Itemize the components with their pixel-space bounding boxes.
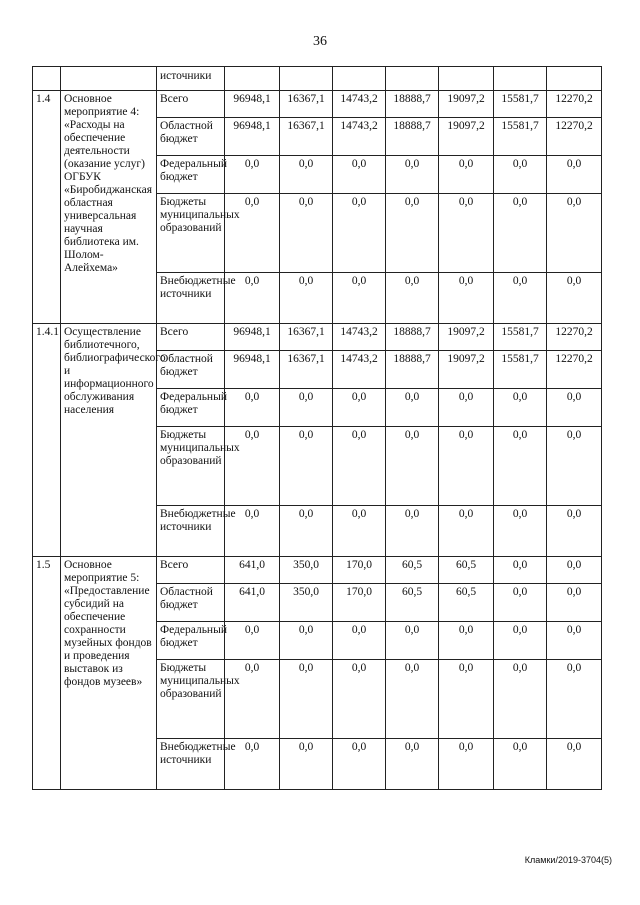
value-cell: 0,0 (225, 156, 280, 194)
value-cell: 0,0 (386, 506, 439, 557)
value-cell: 0,0 (280, 156, 333, 194)
value-cell: 14743,2 (333, 324, 386, 351)
value-cell: 0,0 (386, 660, 439, 739)
funding-source: Областной бюджет (157, 584, 225, 622)
value-cell (547, 67, 602, 91)
section-code: 1.5 (33, 557, 61, 790)
value-cell: 0,0 (439, 739, 494, 790)
value-cell: 60,5 (439, 584, 494, 622)
value-cell: 0,0 (439, 506, 494, 557)
value-cell: 14743,2 (333, 351, 386, 389)
value-cell: 0,0 (280, 660, 333, 739)
funding-source: Бюджеты муниципальных образований (157, 194, 225, 273)
value-cell: 0,0 (225, 660, 280, 739)
value-cell (386, 67, 439, 91)
value-cell: 0,0 (547, 584, 602, 622)
value-cell: 0,0 (547, 739, 602, 790)
value-cell: 0,0 (280, 622, 333, 660)
value-cell: 0,0 (280, 739, 333, 790)
table-row (33, 557, 602, 584)
value-cell: 0,0 (386, 427, 439, 506)
funding-source: Внебюджетные источники (157, 506, 225, 557)
value-cell: 19097,2 (439, 118, 494, 156)
value-cell: 0,0 (333, 427, 386, 506)
funding-source: Федеральный бюджет (157, 389, 225, 427)
value-cell: 0,0 (280, 273, 333, 324)
funding-source: Бюджеты муниципальных образований (157, 427, 225, 506)
value-cell (439, 67, 494, 91)
value-cell: 0,0 (225, 194, 280, 273)
budget-table (32, 66, 602, 790)
value-cell: 60,5 (386, 557, 439, 584)
value-cell: 350,0 (280, 557, 333, 584)
document-footer: Кламки/2019-3704(5) (524, 855, 612, 865)
section-code: 1.4.1 (33, 324, 61, 557)
value-cell: 0,0 (439, 194, 494, 273)
value-cell: 0,0 (439, 622, 494, 660)
value-cell: 0,0 (494, 739, 547, 790)
value-cell: 15581,7 (494, 91, 547, 118)
value-cell: 96948,1 (225, 351, 280, 389)
value-cell: 641,0 (225, 557, 280, 584)
value-cell (333, 67, 386, 91)
value-cell: 0,0 (494, 506, 547, 557)
value-cell: 0,0 (333, 622, 386, 660)
value-cell: 16367,1 (280, 351, 333, 389)
value-cell: 0,0 (225, 273, 280, 324)
value-cell: 0,0 (225, 739, 280, 790)
table-row (33, 324, 602, 351)
value-cell: 12270,2 (547, 324, 602, 351)
value-cell: 0,0 (386, 194, 439, 273)
continuation-row (33, 67, 602, 91)
value-cell: 0,0 (494, 660, 547, 739)
value-cell: 0,0 (494, 156, 547, 194)
value-cell: 0,0 (333, 273, 386, 324)
value-cell: 19097,2 (439, 351, 494, 389)
value-cell: 16367,1 (280, 324, 333, 351)
value-cell: 15581,7 (494, 324, 547, 351)
funding-source: Внебюджетные источники (157, 739, 225, 790)
value-cell: 19097,2 (439, 91, 494, 118)
value-cell: 0,0 (439, 389, 494, 427)
table-body (33, 67, 602, 790)
value-cell: 0,0 (547, 557, 602, 584)
value-cell: 0,0 (280, 389, 333, 427)
code-cell (33, 67, 61, 91)
value-cell (494, 67, 547, 91)
value-cell: 0,0 (225, 427, 280, 506)
value-cell: 0,0 (547, 506, 602, 557)
value-cell: 0,0 (333, 660, 386, 739)
value-cell: 96948,1 (225, 118, 280, 156)
table-row (33, 91, 602, 118)
value-cell: 0,0 (547, 660, 602, 739)
value-cell: 0,0 (547, 622, 602, 660)
source-cell: источники (157, 67, 225, 91)
value-cell: 0,0 (225, 506, 280, 557)
value-cell: 0,0 (386, 273, 439, 324)
value-cell: 0,0 (494, 389, 547, 427)
funding-source: Всего (157, 324, 225, 351)
value-cell: 0,0 (547, 389, 602, 427)
value-cell: 18888,7 (386, 91, 439, 118)
value-cell: 0,0 (494, 622, 547, 660)
funding-source: Всего (157, 91, 225, 118)
value-cell: 96948,1 (225, 91, 280, 118)
value-cell: 15581,7 (494, 118, 547, 156)
value-cell: 0,0 (225, 622, 280, 660)
value-cell (225, 67, 280, 91)
funding-source: Всего (157, 557, 225, 584)
section-title: Осуществление библиотечного, библиографического и информационного обслуживания населения (61, 324, 157, 557)
value-cell: 0,0 (494, 584, 547, 622)
value-cell: 0,0 (547, 427, 602, 506)
value-cell: 16367,1 (280, 118, 333, 156)
page-number: 36 (313, 34, 327, 49)
value-cell: 12270,2 (547, 91, 602, 118)
value-cell: 0,0 (333, 194, 386, 273)
value-cell: 14743,2 (333, 118, 386, 156)
value-cell: 60,5 (386, 584, 439, 622)
value-cell: 0,0 (494, 557, 547, 584)
value-cell: 170,0 (333, 557, 386, 584)
value-cell: 60,5 (439, 557, 494, 584)
value-cell: 0,0 (280, 506, 333, 557)
value-cell: 0,0 (439, 273, 494, 324)
value-cell: 0,0 (439, 660, 494, 739)
value-cell: 12270,2 (547, 118, 602, 156)
value-cell: 0,0 (494, 427, 547, 506)
value-cell: 0,0 (547, 156, 602, 194)
value-cell: 0,0 (280, 194, 333, 273)
section-title: Основное мероприятие 5: «Предоставление субсидий на обеспечение сохранности музейных фондов и проведения выставок из фондов музеев» (61, 557, 157, 790)
value-cell: 15581,7 (494, 351, 547, 389)
value-cell: 0,0 (333, 739, 386, 790)
value-cell: 350,0 (280, 584, 333, 622)
value-cell: 0,0 (547, 194, 602, 273)
value-cell: 0,0 (280, 427, 333, 506)
value-cell: 0,0 (333, 156, 386, 194)
value-cell: 0,0 (225, 389, 280, 427)
value-cell: 0,0 (494, 194, 547, 273)
value-cell: 14743,2 (333, 91, 386, 118)
value-cell: 0,0 (494, 273, 547, 324)
title-cell (61, 67, 157, 91)
value-cell: 18888,7 (386, 351, 439, 389)
value-cell: 170,0 (333, 584, 386, 622)
section-title: Основное мероприятие 4: «Расходы на обеспечение деятельности (оказание услуг) ОГБУК «Биробиджанская областная универсальная научная библиотека им. Шолом-Алейхема» (61, 91, 157, 324)
value-cell: 0,0 (439, 427, 494, 506)
value-cell (280, 67, 333, 91)
funding-source: Бюджеты муниципальных образований (157, 660, 225, 739)
section-code: 1.4 (33, 91, 61, 324)
funding-source: Федеральный бюджет (157, 622, 225, 660)
value-cell: 0,0 (386, 622, 439, 660)
value-cell: 16367,1 (280, 91, 333, 118)
funding-source: Областной бюджет (157, 118, 225, 156)
value-cell: 0,0 (439, 156, 494, 194)
value-cell: 18888,7 (386, 324, 439, 351)
value-cell: 0,0 (333, 506, 386, 557)
value-cell: 0,0 (547, 273, 602, 324)
funding-source: Областной бюджет (157, 351, 225, 389)
value-cell: 0,0 (386, 156, 439, 194)
value-cell: 12270,2 (547, 351, 602, 389)
value-cell: 0,0 (386, 389, 439, 427)
funding-source: Федеральный бюджет (157, 156, 225, 194)
value-cell: 0,0 (333, 389, 386, 427)
value-cell: 19097,2 (439, 324, 494, 351)
value-cell: 96948,1 (225, 324, 280, 351)
value-cell: 0,0 (386, 739, 439, 790)
value-cell: 641,0 (225, 584, 280, 622)
funding-source: Внебюджетные источники (157, 273, 225, 324)
value-cell: 18888,7 (386, 118, 439, 156)
